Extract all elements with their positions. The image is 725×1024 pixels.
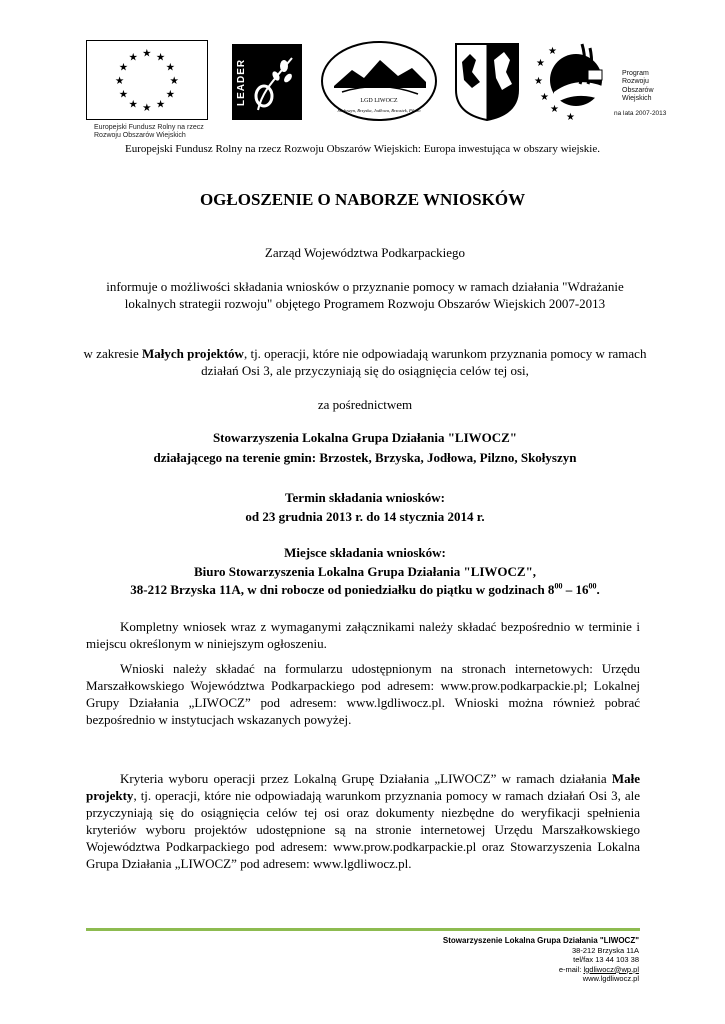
svg-text:★: ★ (114, 74, 125, 87)
para3-bold: Małe projekty (86, 771, 640, 803)
logo-bar (86, 40, 667, 140)
svg-text:★: ★ (118, 61, 129, 74)
svg-text:★: ★ (128, 51, 139, 64)
board: Zarząd Województwa Podkarpackiego (264, 245, 466, 260)
place-label: Miejsce składania wniosków: (284, 545, 446, 560)
page-title: OGŁOSZENIE O NABORZE WNIOSKÓW (199, 190, 526, 209)
footer-email-line: e-mail: lgdliwocz@wp.pl (558, 964, 639, 974)
footer-email-link[interactable]: lgdliwocz@wp.pl (583, 964, 639, 974)
info-text: informuje o możliwości składania wniosków o przyznanie pomocy w ramach działania "Wdrażanie lokalnych strategii rozwoju" objętego Programem Rozwoju Obszarów Wiejskich 2007-2013 (106, 279, 624, 311)
svg-text:★: ★ (165, 88, 176, 101)
association-line1: Stowarzyszenia Lokalna Grupa Działania "LIWOCZ" (212, 430, 518, 445)
scope-text: w zakresie Małych projektów, tj. operacji, które nie odpowiadają warunkom przyznania pomocy w ramach działań Osi 3, ale przyczyniają się do osiągnięcia celów tej osi, (83, 346, 647, 378)
footer-org: Stowarzyszenie Lokalna Grupa Działania "LIWOCZ" (442, 936, 639, 945)
svg-text:★: ★ (128, 98, 139, 111)
motto: Europejski Fundusz Rolny na rzecz Rozwoju Obszarów Wiejskich: Europa inwestująca w obszary wiejskie. (125, 143, 600, 155)
via-text: za pośrednictwem (317, 397, 413, 412)
place-office: Biuro Stowarzyszenia Lokalna Grupa Działania "LIWOCZ", (193, 564, 537, 579)
eu-flag-logo (86, 40, 208, 120)
svg-text:★: ★ (155, 51, 166, 64)
svg-text:★: ★ (142, 102, 152, 115)
paragraph-1: Kompletny wniosek wraz z wymaganymi załącznikami należy składać bezpośrednio w terminie i miejscu określonym w niniejszym ogłoszeniu. (86, 619, 640, 651)
deadline-value: od 23 grudnia 2013 r. do 14 stycznia 2014 r. (245, 509, 485, 524)
paragraph-3: Kryteria wyboru operacji przez Lokalną Grupę Działania „LIWOCZ” w ramach działania Małe projekty, tj. operacji, które nie odpowiadają warunkom przyznania pomocy w ramach działań Osi 3, ale przyczyniają się do osiągnięcia celów tej osi oraz dokumenty niezbędne do weryfikacji spełnienia kryteriów wyboru projektów udostępnione są na stronie internetowej Urzędu Marszałkowskiego Województwa Podkarpackiego pod adresem: www.prow.podkarpackie.pl oraz Stowarzyszenia Lokalna Grupa Działania „LIWOCZ” pod adresem: www.lgdliwocz.pl. (86, 771, 640, 871)
eu-stars-icon (115, 48, 180, 115)
svg-text:★: ★ (142, 47, 152, 60)
footer (443, 936, 639, 984)
svg-text:★: ★ (550, 104, 559, 115)
eu-caption: Europejski Fundusz Rolny na rzecz Rozwoju Obszarów Wiejskich (94, 124, 204, 139)
svg-text:★: ★ (155, 98, 166, 111)
svg-text:★: ★ (118, 88, 129, 101)
lgd-liwocz-logo (320, 40, 438, 122)
footer-address: 38-212 Brzyska 11A (572, 945, 639, 955)
svg-text:★: ★ (165, 61, 176, 74)
association-line2: działającego na terenie gmin: Brzostek, Brzyska, Jodłowa, Pilzno, Skołyszyn (153, 450, 577, 465)
leader-plant-icon (252, 52, 298, 112)
svg-text:★: ★ (548, 46, 557, 57)
footer-www-link[interactable]: www.lgdliwocz.pl (582, 974, 639, 983)
svg-text:★: ★ (169, 74, 180, 87)
svg-text:★: ★ (534, 76, 543, 87)
svg-text:★: ★ (536, 58, 545, 69)
paragraph-2: Wnioski należy składać na formularzu udostępnionym na stronach internetowych: Urzędu Marszałkowskiego Województwa Podkarpackiego pod adresem: www.prow.podkarpackie.pl; Lokalnej Grupy Działania „LIWOCZ” pod adresem: www.lgdliwocz.pl. Wnioski można również pobrać bezpośrednio w instytucjach wskazanych powyżej. (86, 661, 640, 727)
leader-logo (232, 44, 302, 120)
deadline-label: Termin składania wniosków: (285, 490, 445, 505)
lgd-towns: Skołyszyn, Brzyska, Jodłowa, Brzostek, Pilzno (337, 108, 421, 113)
prow-caption: Program Rozwoju Obszarów Wiejskich (622, 70, 654, 103)
svg-text:★: ★ (540, 92, 549, 103)
place-address: 38-212 Brzyska 11A, w dni robocze od poniedziałku do piątku w godzinach $8^{00} - 16^{00}$. (130, 581, 600, 597)
scope-bold: Małych projektów (142, 346, 244, 361)
prow-years: na lata 2007-2013 (614, 110, 667, 117)
coat-of-arms-icon (452, 42, 522, 122)
leader-label: LEADER (236, 58, 247, 106)
svg-text:★: ★ (566, 112, 575, 123)
footer-divider (86, 928, 640, 931)
footer-phone: tel/fax 13 44 103 38 (573, 955, 639, 964)
lgd-label: LGD LIWOCZ (360, 98, 398, 104)
